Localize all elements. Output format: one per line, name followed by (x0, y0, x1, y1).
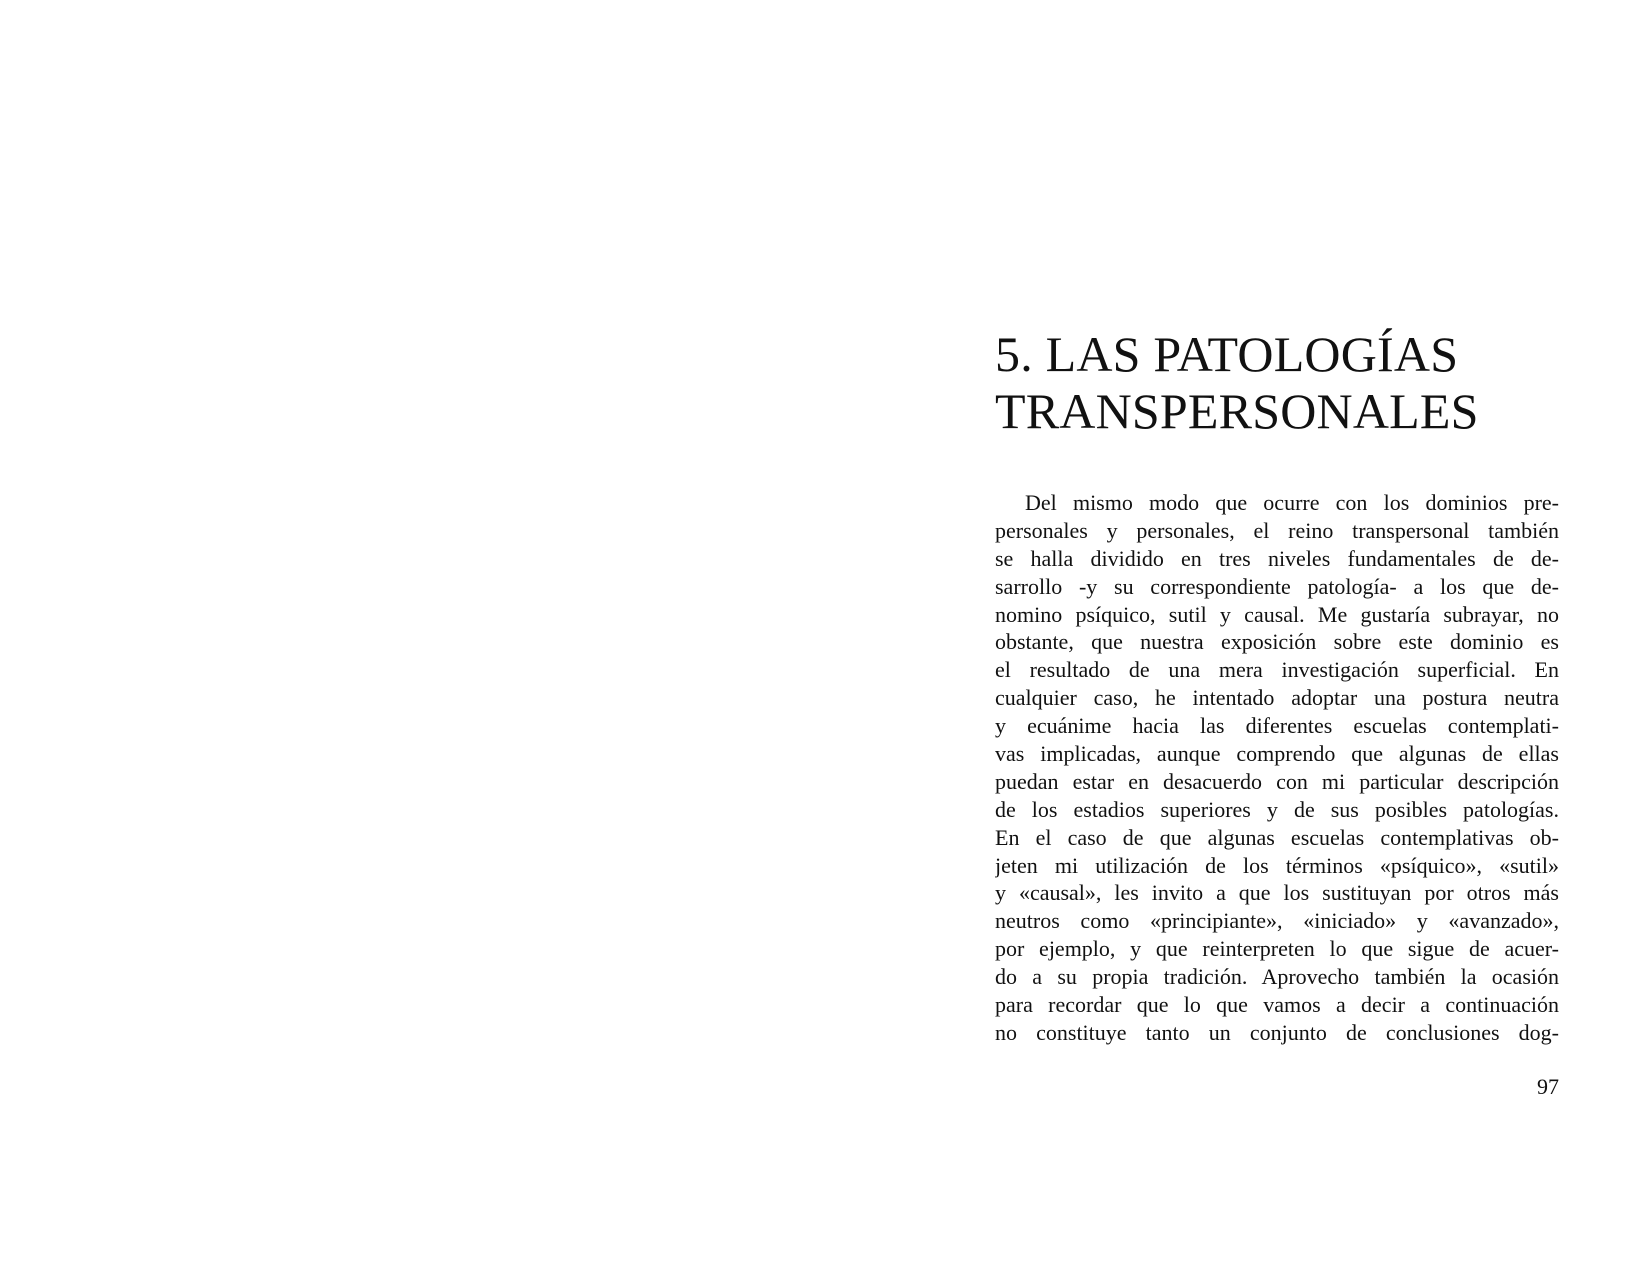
text-line: personales y personales, el reino transpersonal también (995, 517, 1559, 543)
chapter-title-line: 5. LAS PATOLOGÍAS (995, 326, 1459, 382)
text-line: sarrollo -y su correspondiente patología- a los que de- (995, 573, 1559, 599)
text-line: do a su propia tradición. Aprovecho también la ocasión (995, 964, 1559, 990)
page-number: 97 (1537, 1074, 1559, 1099)
text-line: vas implicadas, aunque comprendo que algunas de ellas (995, 741, 1559, 767)
text-line: cualquier caso, he intentado adoptar una postura neutra (995, 685, 1559, 711)
chapter-title-line: TRANSPERSONALES (995, 383, 1479, 439)
text-line: puedan estar en desacuerdo con mi particular descripción (995, 768, 1559, 794)
text-line: no constituye tanto un conjunto de conclusiones dog- (995, 1019, 1559, 1045)
text-line: neutros como «principiante», «iniciado» y «avanzado», (995, 908, 1559, 934)
text-line: En el caso de que algunas escuelas contemplativas ob- (995, 824, 1559, 850)
chapter-title (995, 326, 1595, 440)
body-paragraph (995, 489, 1559, 1047)
left-page-blank (0, 0, 825, 1273)
text-line: nomino psíquico, sutil y causal. Me gustaría subrayar, no (995, 601, 1559, 627)
text-line: Del mismo modo que ocurre con los dominios pre- (1025, 490, 1559, 515)
text-line: el resultado de una mera investigación superficial. En (995, 657, 1559, 683)
text-line: obstante, que nuestra exposición sobre este dominio es (995, 629, 1559, 655)
text-line: y ecuánime hacia las diferentes escuelas contemplati- (995, 713, 1559, 739)
text-line: jeten mi utilización de los términos «psíquico», «sutil» (995, 852, 1559, 878)
text-line: para recordar que lo que vamos a decir a continuación (995, 992, 1559, 1018)
text-line: de los estadios superiores y de sus posibles patologías. (995, 796, 1559, 822)
text-line: se halla dividido en tres niveles fundamentales de de- (995, 545, 1559, 571)
right-page (825, 0, 1651, 1273)
text-line: por ejemplo, y que reinterpreten lo que sigue de acuer- (995, 936, 1559, 962)
text-line: y «causal», les invito a que los sustituyan por otros más (995, 880, 1559, 906)
